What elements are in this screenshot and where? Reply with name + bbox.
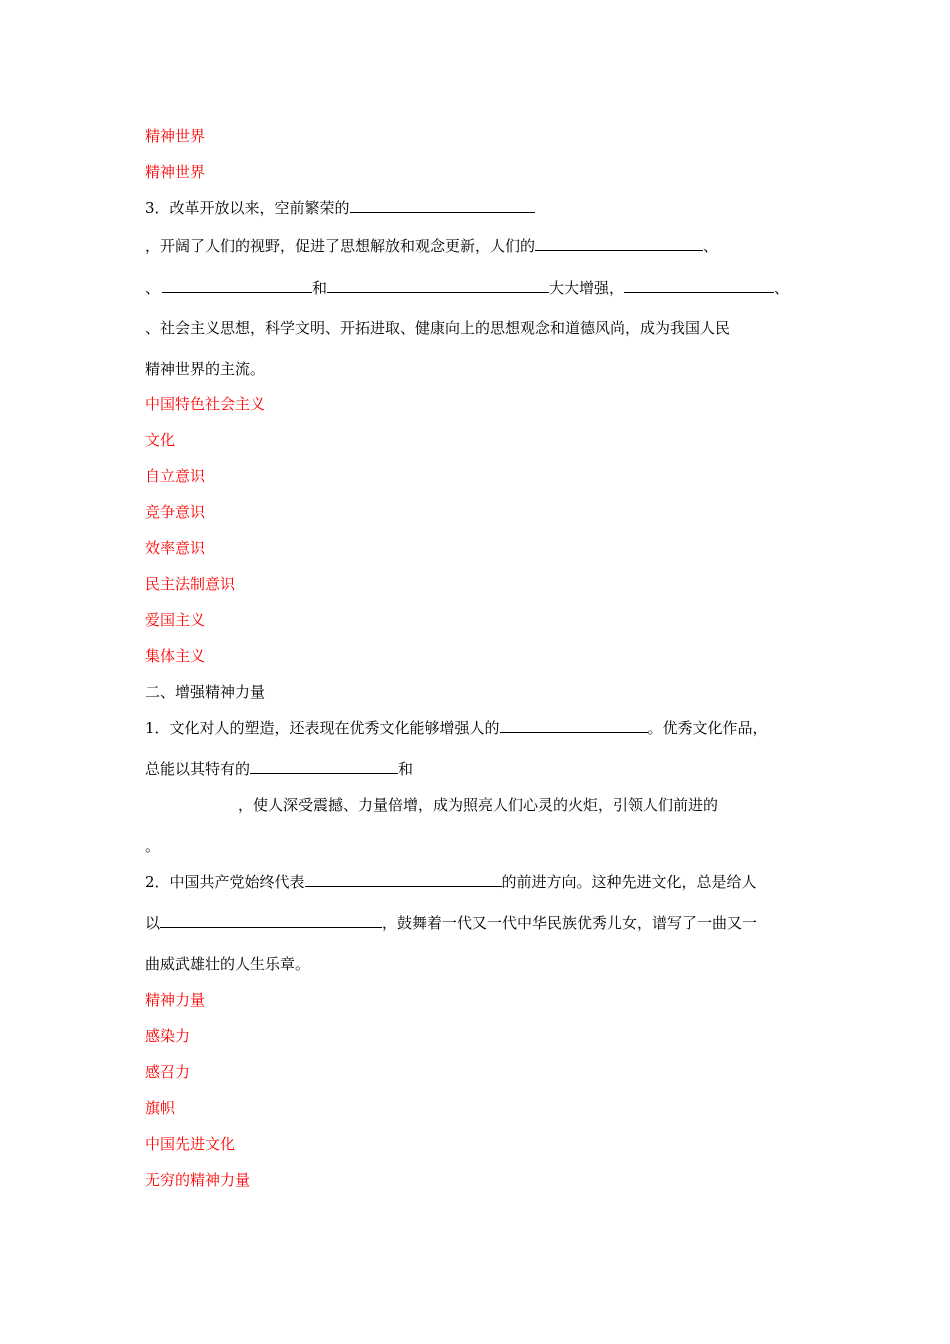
question-3-line-1 bbox=[145, 198, 535, 218]
question-3-text: 、 bbox=[774, 279, 790, 297]
fill-blank[interactable] bbox=[162, 278, 312, 293]
fill-blank[interactable] bbox=[350, 198, 535, 213]
fill-blank[interactable] bbox=[535, 236, 703, 251]
question-3-text: ，开阔了人们的视野，促进了思想解放和观念更新，人们的 bbox=[145, 237, 536, 255]
answer-line: 竞争意识 bbox=[145, 503, 206, 521]
answer-line: 集体主义 bbox=[145, 647, 206, 665]
question-2-text: ，鼓舞着一代又一代中华民族优秀儿女，谱写了一曲又一 bbox=[382, 914, 758, 932]
question-1-text: 1．文化对人的塑造，还表现在优秀文化能够增强人的 bbox=[145, 719, 500, 737]
question-3-text: 3．改革开放以来，空前繁荣的 bbox=[145, 199, 350, 217]
question-1-line-2 bbox=[145, 759, 413, 779]
fill-blank[interactable] bbox=[160, 913, 382, 928]
question-3-line-4: 、社会主义思想，科学文明、开拓进取、健康向上的思想观念和道德风尚，成为我国人民 bbox=[145, 319, 731, 337]
answer-line: 中国先进文化 bbox=[145, 1135, 236, 1153]
answer-line: 中国特色社会主义 bbox=[145, 395, 266, 413]
question-2-text: 2．中国共产党始终代表 bbox=[145, 873, 305, 891]
answer-line: 自立意识 bbox=[145, 467, 206, 485]
question-3-text: 、 bbox=[145, 279, 161, 297]
answer-line: 精神世界 bbox=[145, 163, 206, 181]
question-1-text: 总能以其特有的 bbox=[145, 760, 251, 778]
fill-blank[interactable] bbox=[500, 718, 648, 733]
question-3-text: 大大增强， bbox=[549, 279, 625, 297]
question-1-text: 。优秀文化作品， bbox=[647, 719, 768, 737]
question-1-line-4: 。 bbox=[145, 837, 161, 855]
answer-line: 无穷的精神力量 bbox=[145, 1171, 251, 1189]
fill-blank[interactable] bbox=[250, 759, 398, 774]
answer-line: 文化 bbox=[145, 431, 176, 449]
question-3-text: 、 bbox=[703, 237, 719, 255]
fill-blank[interactable] bbox=[305, 872, 502, 887]
question-2-text: 的前进方向。这种先进文化，总是给人 bbox=[501, 873, 757, 891]
answer-line: 效率意识 bbox=[145, 539, 206, 557]
question-2-line-3: 曲威武雄壮的人生乐章。 bbox=[145, 955, 311, 973]
question-2-line-1 bbox=[145, 872, 757, 892]
answer-line: 旗帜 bbox=[145, 1099, 176, 1117]
answer-line: 感染力 bbox=[145, 1027, 191, 1045]
fill-blank[interactable] bbox=[327, 278, 549, 293]
answer-line: 感召力 bbox=[145, 1063, 191, 1081]
fill-blank[interactable] bbox=[624, 278, 774, 293]
section-heading: 二、增强精神力量 bbox=[145, 683, 266, 701]
question-3-line-2 bbox=[145, 236, 718, 256]
question-3-line-5: 精神世界的主流。 bbox=[145, 360, 266, 378]
answer-line: 爱国主义 bbox=[145, 611, 206, 629]
question-1-line-1 bbox=[145, 718, 768, 738]
question-1-line-3: ，使人深受震撼、力量倍增，成为照亮人们心灵的火炬，引领人们前进的 bbox=[238, 796, 719, 814]
question-2-text: 以 bbox=[145, 914, 161, 932]
question-3-line-3 bbox=[145, 278, 789, 298]
answer-line: 民主法制意识 bbox=[145, 575, 236, 593]
question-2-line-2 bbox=[145, 913, 757, 933]
answer-line: 精神世界 bbox=[145, 127, 206, 145]
answer-line: 精神力量 bbox=[145, 991, 206, 1009]
question-1-text: 和 bbox=[398, 760, 414, 778]
question-3-text: 和 bbox=[312, 279, 328, 297]
